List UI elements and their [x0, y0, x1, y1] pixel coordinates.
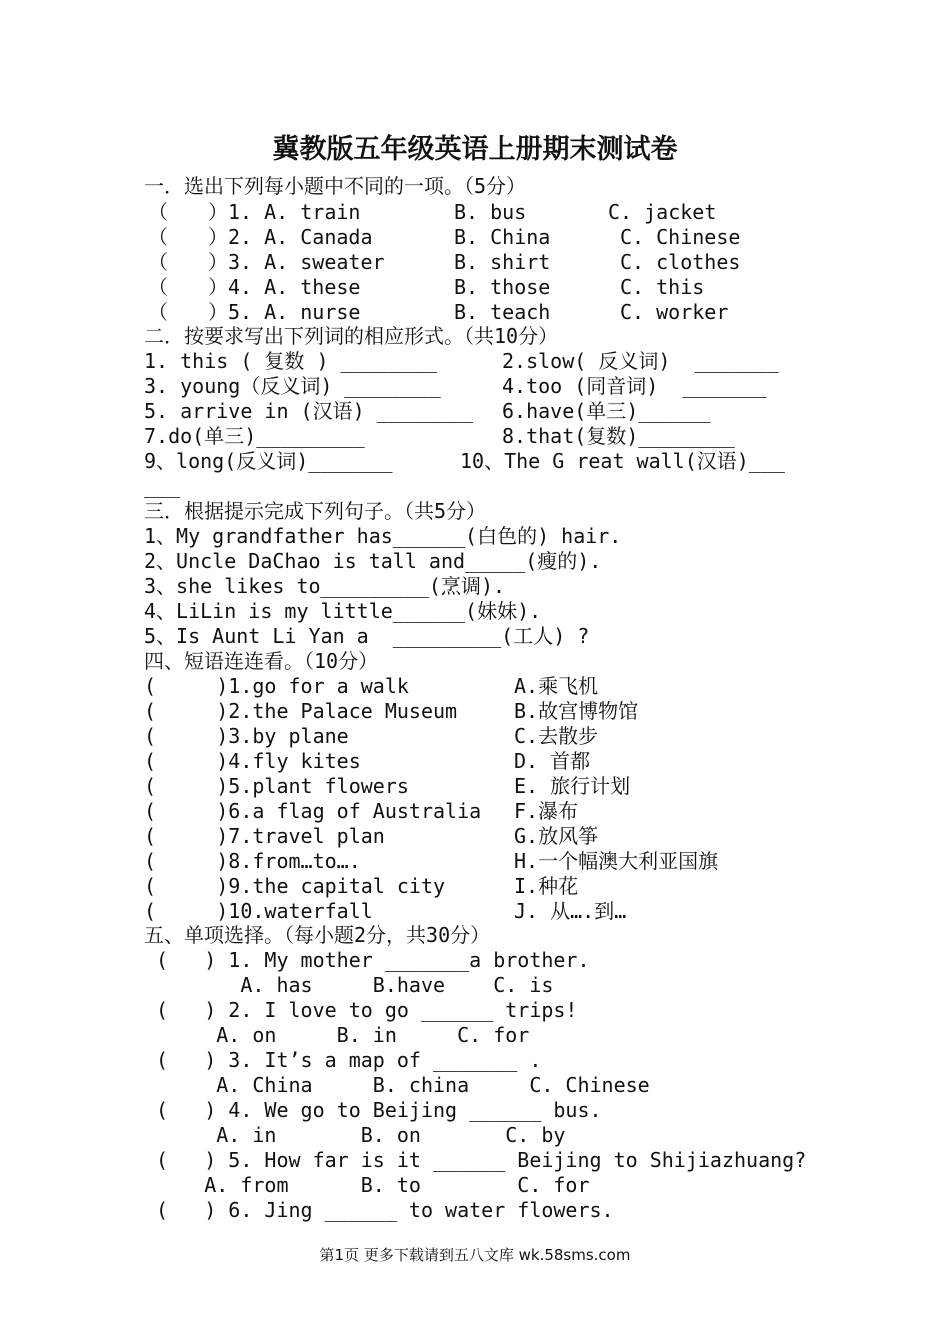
section2-left: 1. this ( 复数 ) ________: [144, 349, 437, 373]
section4-meaning: I.种花: [514, 874, 579, 898]
section5-question: ( ) 6. Jing ______ to water flowers.: [144, 1198, 614, 1222]
section1-item: [148, 300, 848, 325]
section1-item-a: （ ）2. A. Canada: [148, 225, 373, 249]
section4-phrase: ( )8.from…to….: [144, 849, 361, 873]
section4-item: [144, 899, 844, 924]
section4-meaning: F.瀑布: [514, 799, 579, 823]
section4-phrase: ( )1.go for a walk: [144, 674, 409, 698]
section1-item-b: B. shirt: [454, 250, 551, 274]
section2-left: 9、long(反义词)_______: [144, 449, 393, 473]
section4-item: [144, 774, 844, 799]
section1-heading: 一．选出下列每小题中不同的一项。（5分）: [144, 174, 527, 198]
section5-question: ( ) 4. We go to Beijing ______ bus.: [144, 1098, 602, 1122]
section5-heading: 五、单项选择。（每小题2分，共30分）: [144, 923, 491, 947]
section4-meaning: J. 从….到…: [514, 899, 627, 923]
section4-phrase: ( )2.the Palace Museum: [144, 699, 458, 723]
section1-item-c: C. Chinese: [620, 225, 741, 249]
section1-item: [148, 200, 848, 225]
section4-item: [144, 699, 844, 724]
section1-item: [148, 225, 848, 250]
section2-continuation: ___: [144, 474, 181, 498]
section2-row: [144, 374, 824, 399]
section2-right: 2.slow( 反义词) _______: [502, 349, 779, 373]
section2-right: 6.have(单三)______: [502, 399, 711, 423]
section2-row: [144, 424, 824, 449]
section1-item-a: （ ）3. A. sweater: [148, 250, 385, 274]
section5-question: ( ) 1. My mother _______a brother.: [144, 948, 590, 972]
section4-meaning: E. 旅行计划: [514, 774, 631, 798]
page-title: 冀教版五年级英语上册期末测试卷: [272, 134, 678, 165]
section4-item: [144, 849, 844, 874]
section4-meaning: D. 首都: [514, 749, 591, 773]
section4-meaning: B.故宫博物馆: [514, 699, 639, 723]
section4-meaning: G.放风筝: [514, 824, 599, 848]
section3-heading: 三．根据提示完成下列句子。（共5分）: [144, 499, 487, 523]
section2-row: [144, 399, 824, 424]
section5-options: A. in B. on C. by: [144, 1123, 566, 1147]
section4-meaning: H.一个幅澳大利亚国旗: [514, 849, 719, 873]
section1-item-b: B. those: [454, 275, 551, 299]
section4-phrase: ( )3.by plane: [144, 724, 349, 748]
section2-right: 10、The G reat wall(汉语)___: [460, 449, 785, 473]
section1-item-a: （ ）1. A. train: [148, 200, 361, 224]
section4-item: [144, 724, 844, 749]
section1-item-c: C. worker: [620, 300, 729, 324]
section4-item: [144, 749, 844, 774]
section1-item-b: B. teach: [454, 300, 551, 324]
section5-options: A. from B. to C. for: [144, 1173, 590, 1197]
section5-question: ( ) 3. It’s a map of _______ .: [144, 1048, 542, 1072]
section2-row: [144, 349, 824, 374]
section4-meaning: A.乘飞机: [514, 674, 599, 698]
section1-item: [148, 275, 848, 300]
section3-line: 3、she likes to_________(烹调).: [144, 574, 506, 598]
section5-options: A. has B.have C. is: [144, 973, 554, 997]
section1-item-a: （ ）4. A. these: [148, 275, 361, 299]
section1-item-b: B. China: [454, 225, 551, 249]
page-footer: 第1页 更多下载请到五八文库 wk.58sms.com: [319, 1246, 631, 1264]
section4-phrase: ( )6.a flag of Australia: [144, 799, 482, 823]
section3-line: 1、My grandfather has______(白色的) hair.: [144, 524, 622, 548]
section1-item-a: （ ）5. A. nurse: [148, 300, 361, 324]
section2-left: 3. young（反义词) ________: [144, 374, 441, 398]
section2-right: 8.that(复数)________: [502, 424, 735, 448]
section4-phrase: ( )7.travel plan: [144, 824, 385, 848]
section1-item-b: B. bus: [454, 200, 527, 224]
section1-item-c: C. jacket: [608, 200, 717, 224]
section4-meaning: C.去散步: [514, 724, 599, 748]
section5-question: ( ) 5. How far is it ______ Beijing to Shijiazhuang?: [144, 1148, 807, 1172]
section4-phrase: ( )5.plant flowers: [144, 774, 409, 798]
section4-heading: 四、短语连连看。（10分）: [144, 649, 379, 673]
section3-line: 4、LiLin is my little______(妹妹).: [144, 599, 542, 623]
section4-item: [144, 799, 844, 824]
section5-options: A. China B. china C. Chinese: [144, 1073, 650, 1097]
section5-question: ( ) 2. I love to go ______ trips!: [144, 998, 578, 1022]
section5-options: A. on B. in C. for: [144, 1023, 530, 1047]
section4-item: [144, 824, 844, 849]
section2-left: 7.do(单三)_________: [144, 424, 365, 448]
section4-phrase: ( )4.fly kites: [144, 749, 361, 773]
section2-left: 5. arrive in (汉语) ________: [144, 399, 473, 423]
section1-item-c: C. clothes: [620, 250, 741, 274]
section4-phrase: ( )10.waterfall: [144, 899, 373, 923]
section4-item: [144, 674, 844, 699]
section4-phrase: ( )9.the capital city: [144, 874, 446, 898]
section2-right: 4.too (同音词) _______: [502, 374, 767, 398]
section2-row: [144, 449, 824, 474]
section1-item: [148, 250, 848, 275]
section4-item: [144, 874, 844, 899]
section1-item-c: C. this: [620, 275, 705, 299]
section3-line: 2、Uncle DaChao is tall and_____(瘦的).: [144, 549, 602, 573]
section3-line: 5、Is Aunt Li Yan a _________(工人) ?: [144, 624, 590, 648]
section2-heading: 二．按要求写出下列词的相应形式。（共10分）: [144, 324, 559, 348]
